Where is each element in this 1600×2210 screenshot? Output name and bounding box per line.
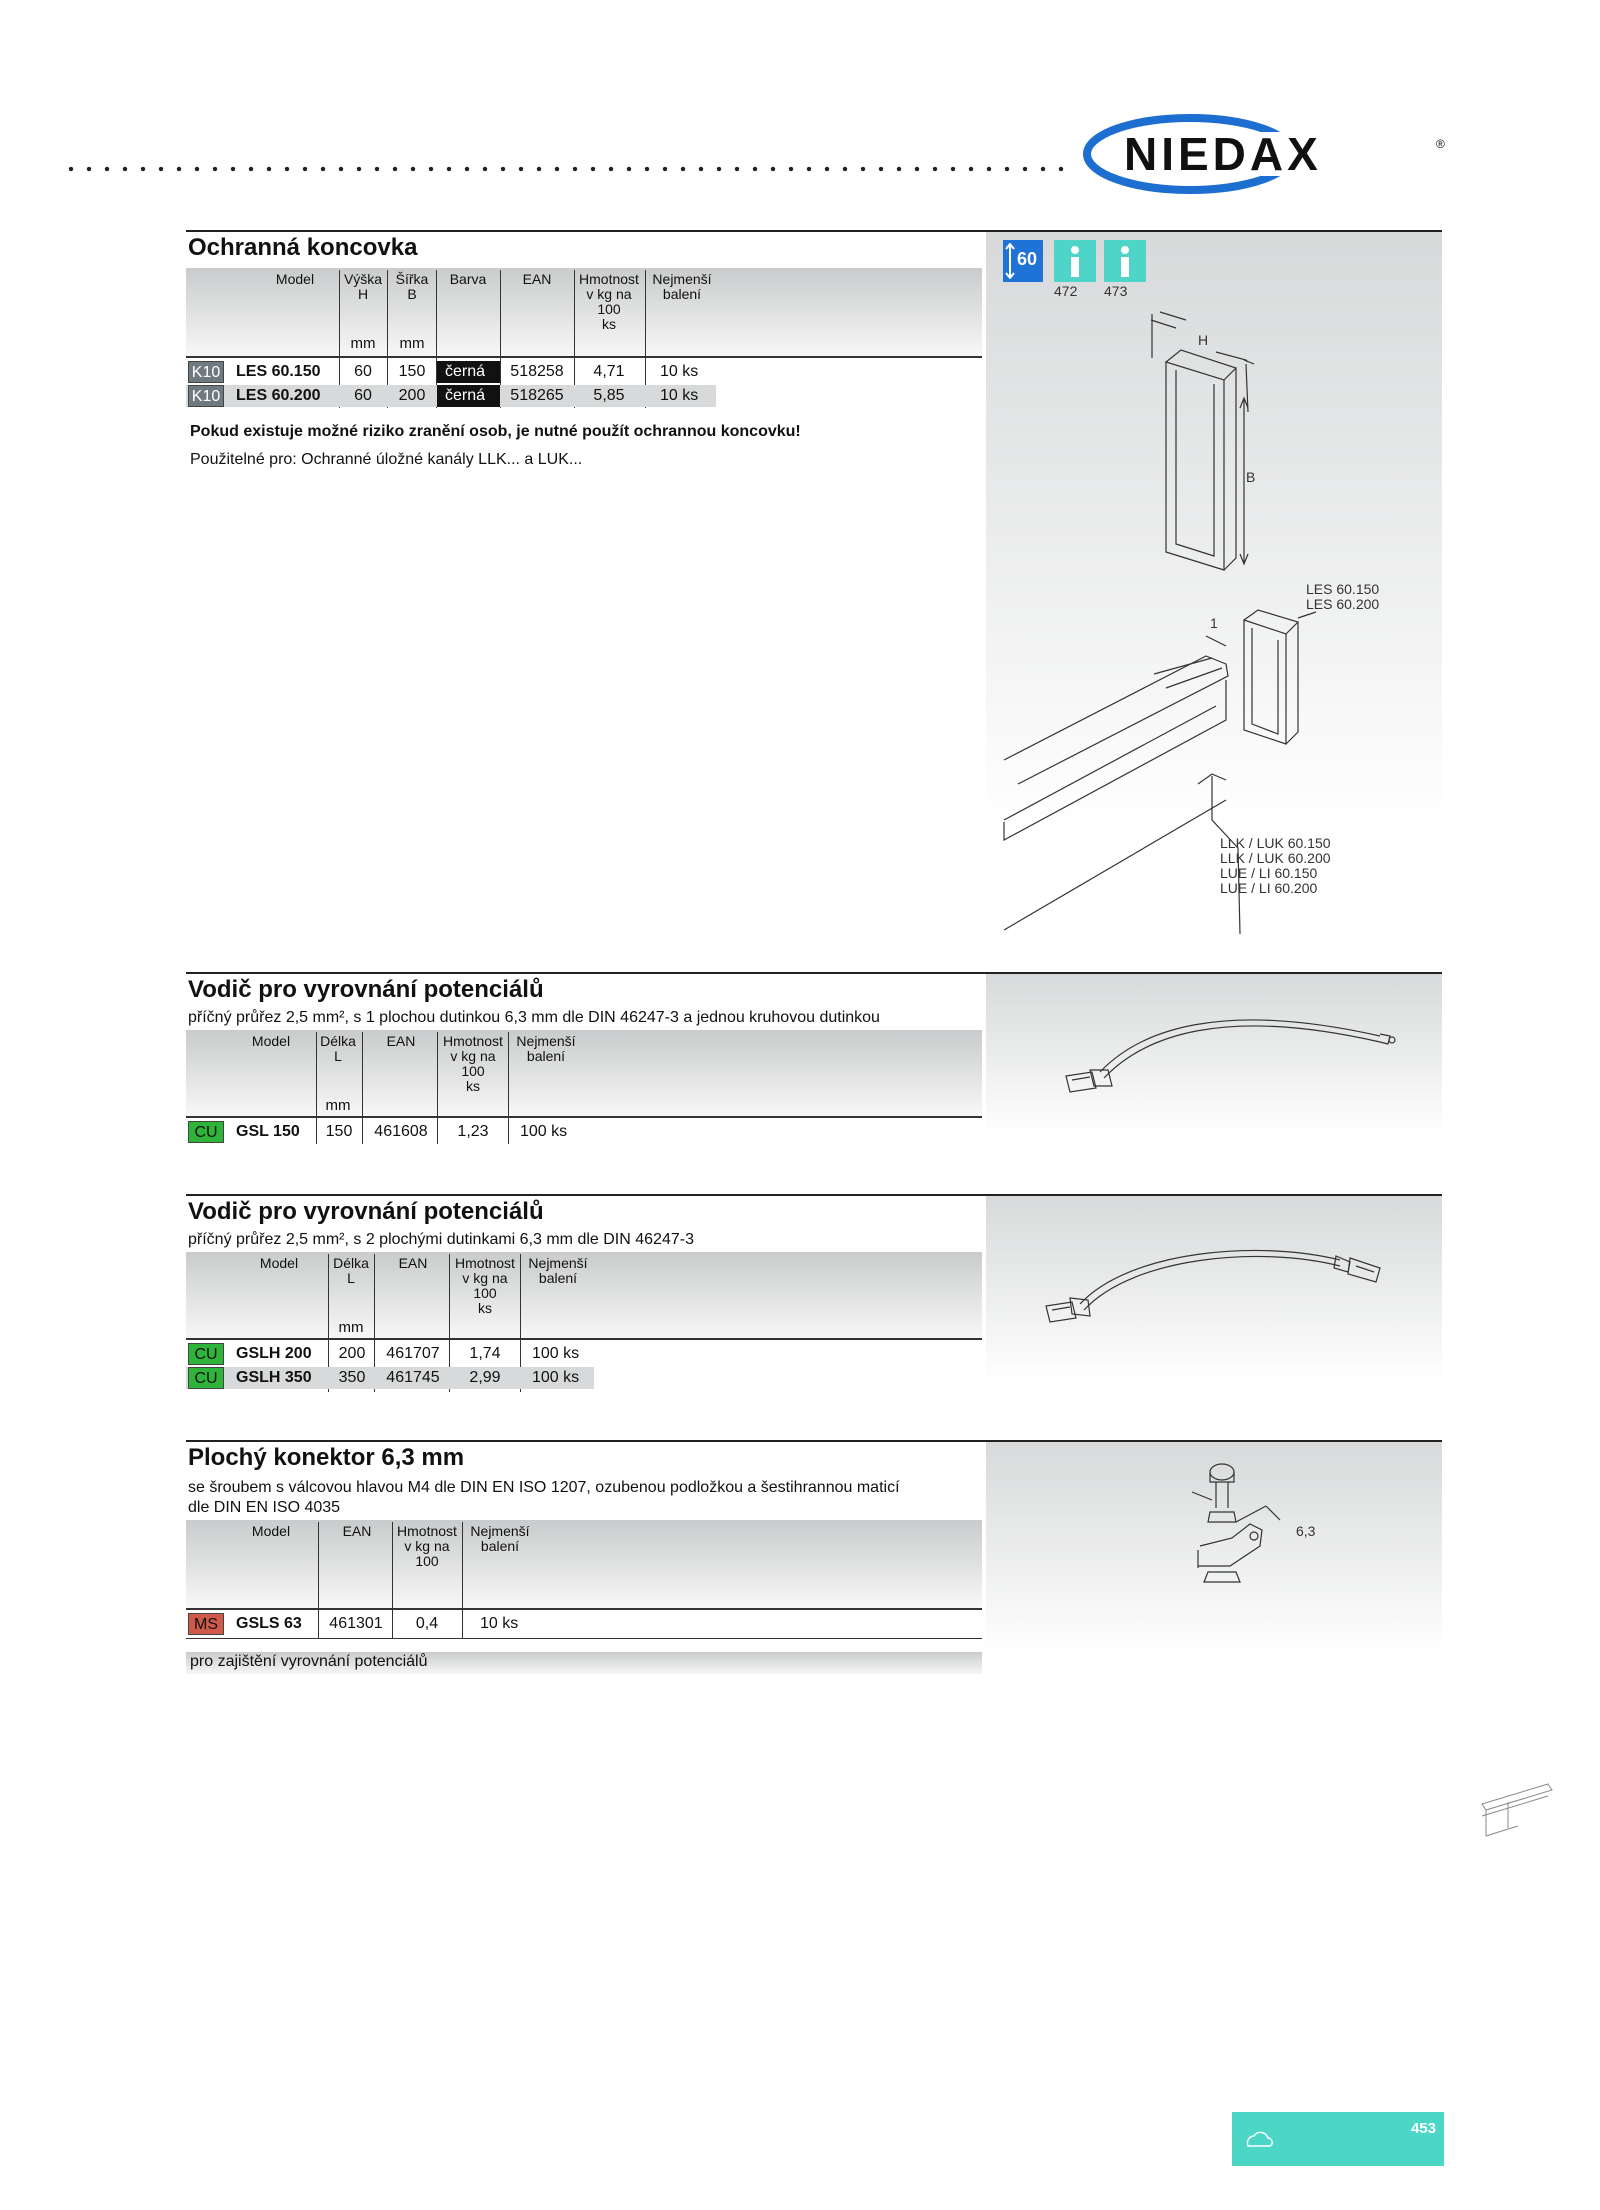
duct-label: LUE / LI 60.150 xyxy=(1220,865,1318,881)
table-cell: 10 ks xyxy=(660,387,699,404)
table-cell-model: GSLH 200 xyxy=(236,1345,312,1362)
table-cell: 461608 xyxy=(374,1123,428,1140)
table-cell: 60 xyxy=(354,363,372,380)
duct-label: LUE / LI 60.200 xyxy=(1220,880,1318,896)
table-cell: 150 xyxy=(398,363,426,380)
unit-label: mm xyxy=(350,335,376,352)
section-title: Ochranná koncovka xyxy=(188,234,418,261)
table-cell-model: LES 60.150 xyxy=(236,363,321,380)
unit-label: mm xyxy=(325,1097,351,1114)
col-header-color: Barva xyxy=(449,271,487,287)
color-cell: černá xyxy=(437,385,500,407)
table-cell: 60 xyxy=(354,387,372,404)
material-badge: CU xyxy=(188,1121,224,1143)
section-subtitle: příčný průřez 2,5 mm², s 1 plochou dutinkou 6,3 mm dle DIN 46247-3 a jednou kruhovou dutinkou xyxy=(188,1009,880,1026)
info-icon xyxy=(1104,240,1146,282)
divider xyxy=(318,1522,319,1638)
callout-number: 1 xyxy=(1210,615,1218,631)
dimension-label: H xyxy=(1198,332,1209,348)
table-cell: 100 ks xyxy=(532,1369,580,1386)
col-header-pack: Nejmenší balení xyxy=(470,1523,530,1554)
col-header-model: Model xyxy=(275,271,315,287)
table-cell: 461707 xyxy=(386,1345,440,1362)
color-cell: černá xyxy=(437,361,500,383)
divider xyxy=(508,1032,509,1144)
table-cell: 100 ks xyxy=(532,1345,580,1362)
unit-label: mm xyxy=(338,1319,364,1336)
table-cell: 1,23 xyxy=(457,1123,489,1140)
table-cell: 350 xyxy=(338,1369,366,1386)
col-header-weight: Hmotnost v kg na 100 xyxy=(397,1523,457,1569)
section-title: Vodič pro vyrovnání potenciálů xyxy=(188,1198,544,1225)
table-cell: 100 ks xyxy=(520,1123,568,1140)
part-label: LES 60.150 xyxy=(1306,581,1380,597)
table-cell: 518258 xyxy=(510,363,564,380)
table-cell: 200 xyxy=(338,1345,366,1362)
material-badge: CU xyxy=(188,1343,224,1365)
col-header-ean: EAN xyxy=(398,1255,428,1271)
section-subtitle: příčný průřez 2,5 mm², s 2 plochými dutinkami 6,3 mm dle DIN 46247-3 xyxy=(188,1231,694,1248)
table-cell: 518265 xyxy=(510,387,564,404)
svg-text:NIEDAX: NIEDAX xyxy=(1124,128,1322,180)
col-header-model: Model xyxy=(251,1033,291,1049)
table-cell-model: GSLH 350 xyxy=(236,1369,312,1386)
section-subtitle: dle DIN EN ISO 4035 xyxy=(188,1499,341,1516)
material-badge: K10 xyxy=(188,361,224,383)
col-header-pack: Nejmenší balení xyxy=(528,1255,588,1286)
divider xyxy=(186,1638,982,1639)
table-cell: 0,4 xyxy=(415,1615,439,1632)
material-badge: MS xyxy=(188,1613,224,1635)
divider xyxy=(186,1608,982,1610)
col-header-pack: Nejmenší balení xyxy=(516,1033,576,1064)
col-header-model: Model xyxy=(251,1523,291,1539)
svg-text:®: ® xyxy=(1436,137,1445,151)
col-header-ean: EAN xyxy=(386,1033,416,1049)
table-cell: 5,85 xyxy=(593,387,625,404)
table-cell: 200 xyxy=(398,387,426,404)
page-number: 453 xyxy=(1410,2120,1436,2137)
col-header-length: Délka L xyxy=(320,1033,356,1064)
divider xyxy=(362,1032,363,1144)
col-header-weight: Hmotnost v kg na 100 ks xyxy=(579,271,639,332)
divider xyxy=(186,1338,982,1340)
duct-label: LLK / LUK 60.150 xyxy=(1220,835,1331,851)
ref-number: 472 xyxy=(1054,283,1078,299)
connector-drawing xyxy=(1170,1450,1330,1630)
duct-label: LLK / LUK 60.200 xyxy=(1220,850,1331,866)
footer-tab xyxy=(1232,2112,1444,2166)
table-cell: 4,71 xyxy=(593,363,625,380)
divider xyxy=(186,1116,982,1118)
col-header-ean: EAN xyxy=(522,271,552,287)
section-title: Plochý konektor 6,3 mm xyxy=(188,1444,465,1471)
table-cell: 150 xyxy=(325,1123,353,1140)
size-60-icon: 60 xyxy=(1003,240,1043,282)
col-header-width: Šířka B xyxy=(395,271,429,302)
warning-text: Pokud existuje možné riziko zranění osob, je nutné použít ochrannou koncovku! xyxy=(190,423,801,440)
section-title: Vodič pro vyrovnání potenciálů xyxy=(188,976,544,1003)
col-header-length: Délka L xyxy=(333,1255,369,1286)
col-header-pack: Nejmenší balení xyxy=(652,271,712,302)
table-cell-model: GSLS 63 xyxy=(236,1615,302,1632)
divider xyxy=(462,1522,463,1638)
cable-drawing xyxy=(1050,990,1400,1100)
cloud-icon xyxy=(1244,2126,1274,2150)
info-icon xyxy=(1054,240,1096,282)
material-badge: CU xyxy=(188,1367,224,1389)
unit-label: mm xyxy=(399,335,425,352)
table-cell: 10 ks xyxy=(660,363,699,380)
usage-note: Použitelné pro: Ochranné úložné kanály LLK... a LUK... xyxy=(190,451,583,468)
dimension-label: B xyxy=(1246,469,1256,485)
material-badge: K10 xyxy=(188,385,224,407)
table-cell: 2,99 xyxy=(469,1369,501,1386)
table-cell: 1,74 xyxy=(469,1345,501,1362)
niedax-logo xyxy=(1080,110,1450,200)
col-header-weight: Hmotnost v kg na 100 ks xyxy=(443,1033,503,1094)
table-cell: 461301 xyxy=(329,1615,383,1632)
usage-note: pro zajištění vyrovnání potenciálů xyxy=(190,1653,428,1670)
dimension-label: 6,3 xyxy=(1296,1523,1316,1539)
table-cell: 10 ks xyxy=(480,1615,519,1632)
dotted-header-rule xyxy=(62,166,1072,172)
ref-number: 473 xyxy=(1104,283,1128,299)
table-cell-model: LES 60.200 xyxy=(236,387,321,404)
col-header-model: Model xyxy=(259,1255,299,1271)
divider xyxy=(316,1032,317,1144)
part-label: LES 60.200 xyxy=(1306,596,1380,612)
cable-drawing xyxy=(1030,1220,1410,1340)
duct-thumbnail-icon xyxy=(1478,1780,1558,1850)
divider xyxy=(186,356,982,358)
col-header-ean: EAN xyxy=(342,1523,372,1539)
col-header-height: Výška H xyxy=(343,271,383,302)
table-cell: 461745 xyxy=(386,1369,440,1386)
col-header-weight: Hmotnost v kg na 100 ks xyxy=(455,1255,515,1316)
table-cell-model: GSL 150 xyxy=(236,1123,300,1140)
section-subtitle: se šroubem s válcovou hlavou M4 dle DIN EN ISO 1207, ozubenou podložkou a šestihrannou maticí xyxy=(188,1479,900,1496)
